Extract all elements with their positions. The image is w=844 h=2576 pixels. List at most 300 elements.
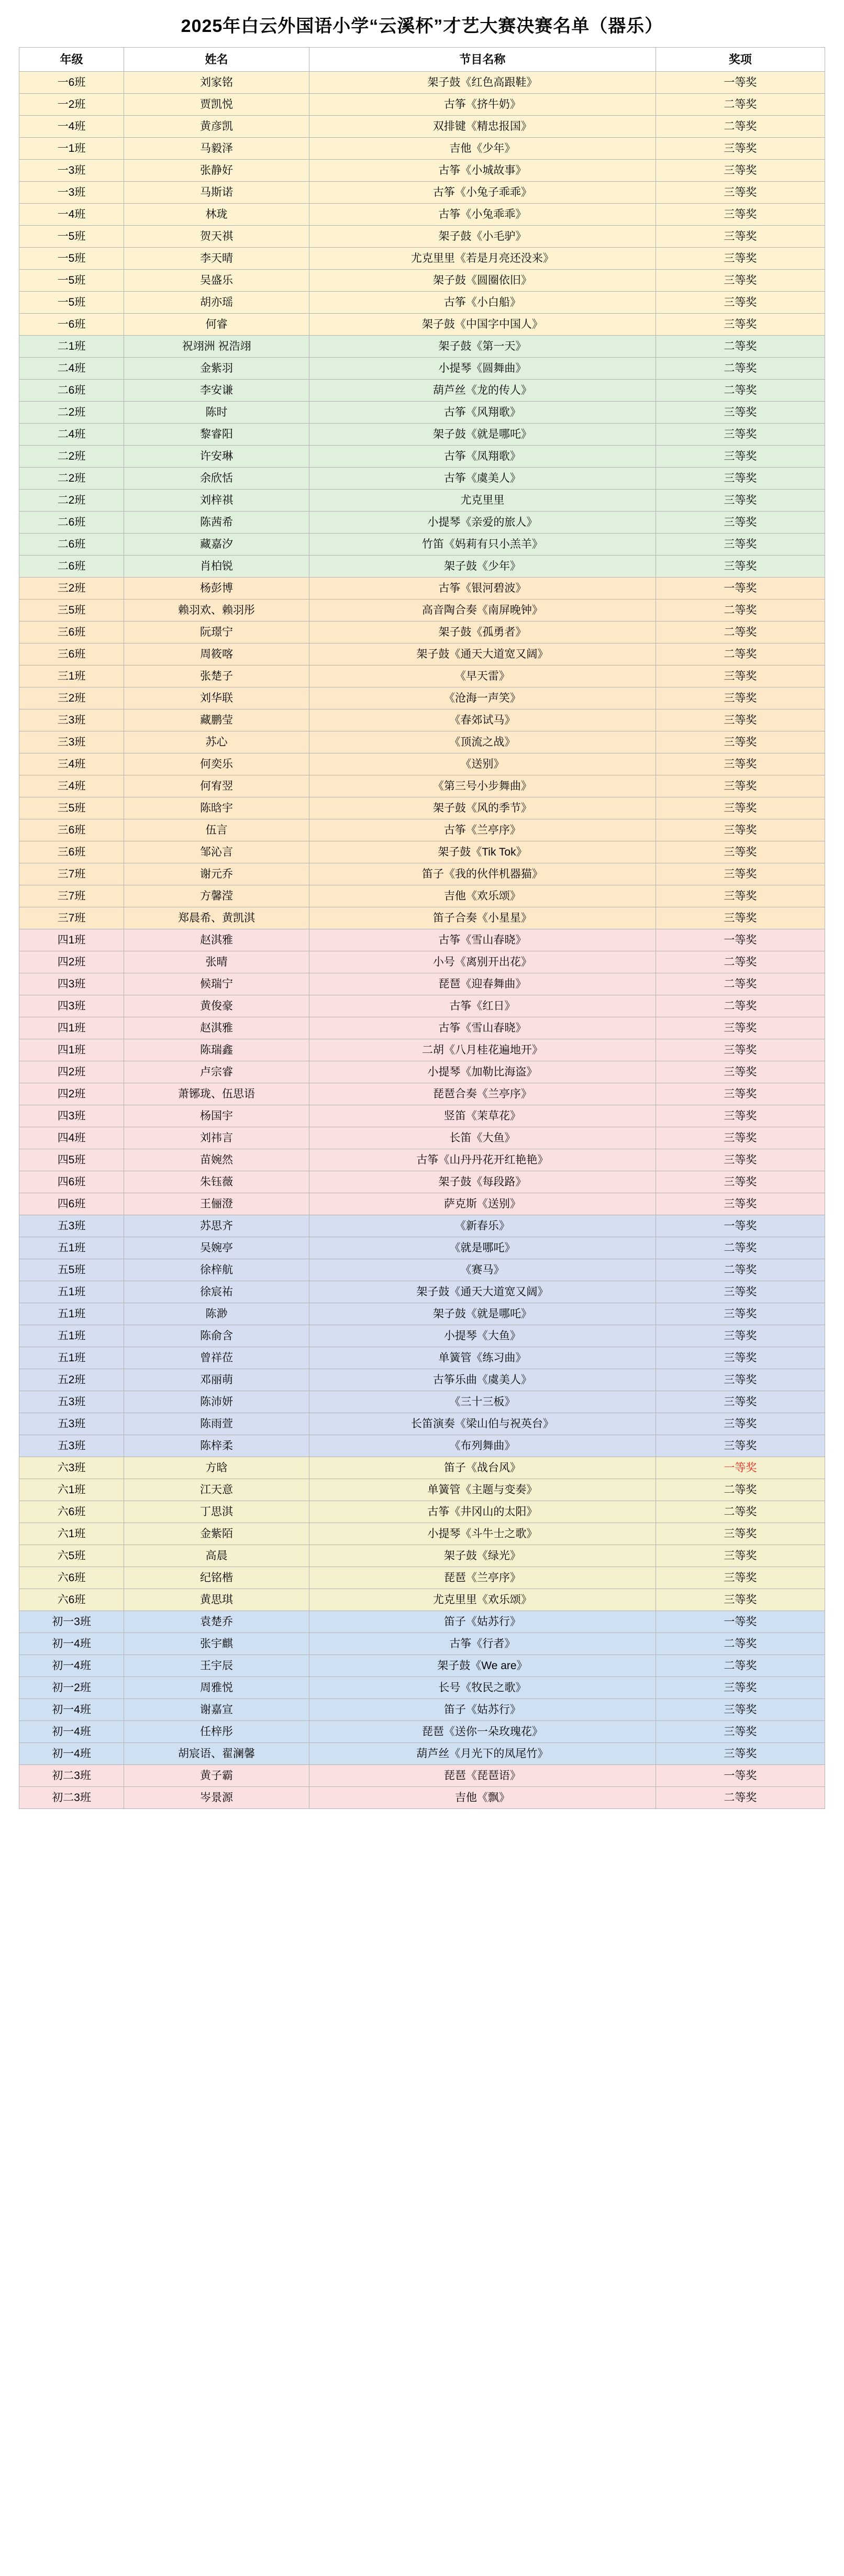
cell-name: 卢宗睿 xyxy=(124,1061,309,1083)
cell-grade: 四5班 xyxy=(19,1149,124,1171)
table-row xyxy=(19,1347,825,1369)
cell-grade: 初一4班 xyxy=(19,1721,124,1743)
cell-name: 赵淇雅 xyxy=(124,1017,309,1039)
table-row xyxy=(19,270,825,292)
cell-grade: 三6班 xyxy=(19,621,124,643)
cell-grade: 三6班 xyxy=(19,643,124,665)
cell-program: 古筝《兰亭序》 xyxy=(309,819,656,841)
cell-prize: 二等奖 xyxy=(656,973,825,995)
cell-name: 候瑞宁 xyxy=(124,973,309,995)
cell-name: 方晗 xyxy=(124,1457,309,1479)
cell-grade: 六6班 xyxy=(19,1567,124,1589)
table-row xyxy=(19,1743,825,1765)
cell-program: 架子鼓《通天大道宽又阔》 xyxy=(309,1281,656,1303)
cell-name: 赵淇雅 xyxy=(124,929,309,951)
cell-prize: 三等奖 xyxy=(656,446,825,468)
cell-prize: 三等奖 xyxy=(656,1413,825,1435)
cell-prize: 三等奖 xyxy=(656,1589,825,1611)
table-row xyxy=(19,885,825,907)
cell-program: 《三十三板》 xyxy=(309,1391,656,1413)
cell-name: 苏心 xyxy=(124,731,309,753)
cell-program: 长号《牧民之歌》 xyxy=(309,1677,656,1699)
cell-prize: 二等奖 xyxy=(656,380,825,402)
cell-prize: 一等奖 xyxy=(656,929,825,951)
cell-name: 陈俞含 xyxy=(124,1325,309,1347)
cell-name: 何宥翌 xyxy=(124,775,309,797)
cell-grade: 五1班 xyxy=(19,1237,124,1259)
table-row xyxy=(19,973,825,995)
table-row xyxy=(19,1457,825,1479)
cell-grade: 三3班 xyxy=(19,731,124,753)
table-row xyxy=(19,863,825,885)
table-row xyxy=(19,512,825,534)
table-row xyxy=(19,1655,825,1677)
table-row xyxy=(19,1127,825,1149)
cell-name: 杨彭博 xyxy=(124,578,309,599)
cell-name: 李天晴 xyxy=(124,248,309,270)
cell-prize: 一等奖 xyxy=(656,1215,825,1237)
table-row xyxy=(19,775,825,797)
cell-name: 朱钰薇 xyxy=(124,1171,309,1193)
cell-program: 架子鼓《就是哪吒》 xyxy=(309,424,656,446)
cell-program: 《春郊试马》 xyxy=(309,709,656,731)
table-row xyxy=(19,643,825,665)
table-row xyxy=(19,402,825,424)
cell-program: 架子鼓《每段路》 xyxy=(309,1171,656,1193)
column-header-program: 节目名称 xyxy=(309,48,656,72)
cell-name: 谢嘉宣 xyxy=(124,1699,309,1721)
cell-prize: 三等奖 xyxy=(656,160,825,182)
cell-grade: 一4班 xyxy=(19,204,124,226)
cell-prize: 三等奖 xyxy=(656,270,825,292)
table-row xyxy=(19,380,825,402)
cell-name: 周雅悦 xyxy=(124,1677,309,1699)
cell-grade: 一1班 xyxy=(19,138,124,160)
table-row xyxy=(19,358,825,380)
table-row xyxy=(19,1149,825,1171)
cell-grade: 四2班 xyxy=(19,1083,124,1105)
cell-grade: 五5班 xyxy=(19,1259,124,1281)
cell-name: 胡亦瑶 xyxy=(124,292,309,314)
cell-grade: 一4班 xyxy=(19,116,124,138)
cell-prize: 三等奖 xyxy=(656,1369,825,1391)
cell-prize: 三等奖 xyxy=(656,1083,825,1105)
cell-name: 吴婉亭 xyxy=(124,1237,309,1259)
table-row xyxy=(19,72,825,94)
table-row xyxy=(19,709,825,731)
cell-grade: 三6班 xyxy=(19,819,124,841)
cell-program: 《第三号小步舞曲》 xyxy=(309,775,656,797)
cell-prize: 三等奖 xyxy=(656,1347,825,1369)
cell-program: 小号《离别开出花》 xyxy=(309,951,656,973)
cell-program: 《赛马》 xyxy=(309,1259,656,1281)
table-row xyxy=(19,665,825,687)
cell-name: 陈雨萱 xyxy=(124,1413,309,1435)
table-row xyxy=(19,929,825,951)
cell-grade: 五1班 xyxy=(19,1325,124,1347)
cell-program: 古筝《小白船》 xyxy=(309,292,656,314)
cell-name: 郑晨希、黄凯淇 xyxy=(124,907,309,929)
cell-program: 萨克斯《送别》 xyxy=(309,1193,656,1215)
table-row xyxy=(19,314,825,336)
table-row xyxy=(19,1281,825,1303)
cell-name: 刘祎言 xyxy=(124,1127,309,1149)
cell-program: 架子鼓《小毛驴》 xyxy=(309,226,656,248)
cell-name: 刘梓祺 xyxy=(124,490,309,512)
cell-prize: 三等奖 xyxy=(656,1281,825,1303)
table-row xyxy=(19,1303,825,1325)
cell-program: 《布列舞曲》 xyxy=(309,1435,656,1457)
cell-name: 苗婉然 xyxy=(124,1149,309,1171)
cell-name: 陈沛妍 xyxy=(124,1391,309,1413)
cell-program: 单簧管《练习曲》 xyxy=(309,1347,656,1369)
cell-prize: 二等奖 xyxy=(656,1479,825,1501)
cell-program: 古筝《雪山春晓》 xyxy=(309,929,656,951)
cell-name: 伍言 xyxy=(124,819,309,841)
cell-name: 张晴 xyxy=(124,951,309,973)
cell-grade: 初一4班 xyxy=(19,1633,124,1655)
cell-prize: 三等奖 xyxy=(656,1325,825,1347)
cell-program: 琵琶《琵琶语》 xyxy=(309,1765,656,1787)
cell-program: 小提琴《圆舞曲》 xyxy=(309,358,656,380)
cell-program: 古筝乐曲《虞美人》 xyxy=(309,1369,656,1391)
cell-prize: 三等奖 xyxy=(656,226,825,248)
cell-name: 徐梓航 xyxy=(124,1259,309,1281)
table-row xyxy=(19,1765,825,1787)
cell-prize: 二等奖 xyxy=(656,599,825,621)
cell-name: 何睿 xyxy=(124,314,309,336)
cell-grade: 二2班 xyxy=(19,446,124,468)
cell-program: 吉他《欢乐颂》 xyxy=(309,885,656,907)
cell-prize: 二等奖 xyxy=(656,1259,825,1281)
table-row xyxy=(19,490,825,512)
cell-grade: 四3班 xyxy=(19,973,124,995)
cell-name: 曾祥莅 xyxy=(124,1347,309,1369)
cell-prize: 三等奖 xyxy=(656,512,825,534)
cell-prize: 三等奖 xyxy=(656,248,825,270)
cell-program: 葫芦丝《龙的传人》 xyxy=(309,380,656,402)
cell-grade: 二6班 xyxy=(19,512,124,534)
cell-program: 古筝《银河碧波》 xyxy=(309,578,656,599)
cell-prize: 三等奖 xyxy=(656,1017,825,1039)
table-body xyxy=(19,72,825,1809)
cell-name: 刘华联 xyxy=(124,687,309,709)
cell-program: 琵琶《送你一朵玫瑰花》 xyxy=(309,1721,656,1743)
table-row xyxy=(19,1721,825,1743)
table-row xyxy=(19,446,825,468)
cell-prize: 三等奖 xyxy=(656,687,825,709)
cell-name: 张宇麒 xyxy=(124,1633,309,1655)
cell-prize: 三等奖 xyxy=(656,1721,825,1743)
cell-prize: 三等奖 xyxy=(656,819,825,841)
cell-name: 高晨 xyxy=(124,1545,309,1567)
cell-name: 马毅泽 xyxy=(124,138,309,160)
cell-name: 任梓彤 xyxy=(124,1721,309,1743)
cell-program: 古筝《红日》 xyxy=(309,995,656,1017)
table-row xyxy=(19,248,825,270)
table-row xyxy=(19,907,825,929)
cell-prize: 一等奖 xyxy=(656,578,825,599)
cell-prize: 二等奖 xyxy=(656,1787,825,1809)
cell-prize: 三等奖 xyxy=(656,753,825,775)
cell-program: 笛子《我的伙伴机器猫》 xyxy=(309,863,656,885)
cell-prize: 三等奖 xyxy=(656,907,825,929)
table-row xyxy=(19,1237,825,1259)
cell-program: 架子鼓《就是哪吒》 xyxy=(309,1303,656,1325)
cell-prize: 三等奖 xyxy=(656,182,825,204)
cell-program: 架子鼓《Tik Tok》 xyxy=(309,841,656,863)
table-row xyxy=(19,1501,825,1523)
cell-name: 袁楚乔 xyxy=(124,1611,309,1633)
cell-program: 架子鼓《We are》 xyxy=(309,1655,656,1677)
cell-prize: 三等奖 xyxy=(656,292,825,314)
cell-program: 尤克里里《若是月亮还没来》 xyxy=(309,248,656,270)
table-row xyxy=(19,1633,825,1655)
cell-prize: 三等奖 xyxy=(656,1435,825,1457)
cell-grade: 初一4班 xyxy=(19,1655,124,1677)
cell-grade: 二2班 xyxy=(19,490,124,512)
cell-prize: 二等奖 xyxy=(656,1237,825,1259)
cell-prize: 三等奖 xyxy=(656,841,825,863)
cell-prize: 三等奖 xyxy=(656,1127,825,1149)
cell-name: 余欣恬 xyxy=(124,468,309,490)
table-row xyxy=(19,753,825,775)
cell-name: 赖羽欢、赖羽彤 xyxy=(124,599,309,621)
table-row xyxy=(19,292,825,314)
cell-name: 王俪澄 xyxy=(124,1193,309,1215)
cell-name: 陈瑞鑫 xyxy=(124,1039,309,1061)
cell-program: 尤克里里 xyxy=(309,490,656,512)
table-row xyxy=(19,226,825,248)
cell-grade: 二1班 xyxy=(19,336,124,358)
cell-program: 古筝《井冈山的太阳》 xyxy=(309,1501,656,1523)
cell-prize: 一等奖 xyxy=(656,1765,825,1787)
table-row xyxy=(19,1259,825,1281)
cell-grade: 四1班 xyxy=(19,1039,124,1061)
cell-program: 古筝《小兔子乖乖》 xyxy=(309,182,656,204)
cell-name: 贺天祺 xyxy=(124,226,309,248)
cell-prize: 三等奖 xyxy=(656,138,825,160)
cell-prize: 三等奖 xyxy=(656,1039,825,1061)
cell-name: 黎睿阳 xyxy=(124,424,309,446)
cell-program: 长笛《大鱼》 xyxy=(309,1127,656,1149)
cell-grade: 二2班 xyxy=(19,402,124,424)
cell-prize: 三等奖 xyxy=(656,1699,825,1721)
table-row xyxy=(19,1193,825,1215)
cell-program: 架子鼓《圆圈依旧》 xyxy=(309,270,656,292)
cell-program: 架子鼓《通天大道宽又阔》 xyxy=(309,643,656,665)
cell-name: 张楚子 xyxy=(124,665,309,687)
cell-prize: 三等奖 xyxy=(656,1193,825,1215)
cell-grade: 五3班 xyxy=(19,1215,124,1237)
cell-grade: 四4班 xyxy=(19,1127,124,1149)
cell-prize: 三等奖 xyxy=(656,556,825,578)
cell-program: 双排键《精忠报国》 xyxy=(309,116,656,138)
cell-name: 邓丽萌 xyxy=(124,1369,309,1391)
roster-table xyxy=(19,47,825,1809)
cell-grade: 初二3班 xyxy=(19,1787,124,1809)
cell-grade: 三7班 xyxy=(19,907,124,929)
cell-program: 架子鼓《第一天》 xyxy=(309,336,656,358)
cell-program: 吉他《飘》 xyxy=(309,1787,656,1809)
cell-name: 林珑 xyxy=(124,204,309,226)
table-row xyxy=(19,1391,825,1413)
cell-name: 陈茜希 xyxy=(124,512,309,534)
table-row xyxy=(19,1479,825,1501)
table-row xyxy=(19,1039,825,1061)
cell-name: 阮璟宁 xyxy=(124,621,309,643)
cell-name: 金紫羽 xyxy=(124,358,309,380)
cell-prize: 二等奖 xyxy=(656,336,825,358)
cell-name: 纪铭楷 xyxy=(124,1567,309,1589)
cell-grade: 二6班 xyxy=(19,380,124,402)
cell-name: 陈晗宇 xyxy=(124,797,309,819)
table-row xyxy=(19,424,825,446)
cell-grade: 一5班 xyxy=(19,226,124,248)
cell-grade: 三1班 xyxy=(19,665,124,687)
cell-program: 古筝《挤牛奶》 xyxy=(309,94,656,116)
cell-prize: 三等奖 xyxy=(656,1677,825,1699)
cell-prize: 三等奖 xyxy=(656,1523,825,1545)
table-row xyxy=(19,1787,825,1809)
cell-prize: 二等奖 xyxy=(656,995,825,1017)
table-row xyxy=(19,1105,825,1127)
cell-program: 笛子《姑苏行》 xyxy=(309,1699,656,1721)
cell-program: 笛子《姑苏行》 xyxy=(309,1611,656,1633)
cell-name: 萧铘珑、伍思语 xyxy=(124,1083,309,1105)
cell-name: 黄子霸 xyxy=(124,1765,309,1787)
cell-program: 单簧管《主题与变奏》 xyxy=(309,1479,656,1501)
cell-prize: 三等奖 xyxy=(656,1567,825,1589)
table-row xyxy=(19,731,825,753)
cell-program: 二胡《八月桂花遍地开》 xyxy=(309,1039,656,1061)
table-row xyxy=(19,841,825,863)
cell-program: 架子鼓《中国字中国人》 xyxy=(309,314,656,336)
cell-prize: 三等奖 xyxy=(656,863,825,885)
cell-program: 《送别》 xyxy=(309,753,656,775)
cell-program: 笛子合奏《小星星》 xyxy=(309,907,656,929)
cell-prize: 三等奖 xyxy=(656,797,825,819)
cell-name: 岑景源 xyxy=(124,1787,309,1809)
cell-prize: 三等奖 xyxy=(656,731,825,753)
cell-program: 架子鼓《少年》 xyxy=(309,556,656,578)
cell-prize: 三等奖 xyxy=(656,1545,825,1567)
cell-grade: 一2班 xyxy=(19,94,124,116)
cell-name: 贾凯悦 xyxy=(124,94,309,116)
cell-grade: 二4班 xyxy=(19,358,124,380)
cell-name: 许安琳 xyxy=(124,446,309,468)
cell-grade: 六5班 xyxy=(19,1545,124,1567)
table-row xyxy=(19,599,825,621)
cell-prize: 二等奖 xyxy=(656,621,825,643)
cell-prize: 三等奖 xyxy=(656,1149,825,1171)
cell-prize: 三等奖 xyxy=(656,314,825,336)
cell-prize: 三等奖 xyxy=(656,885,825,907)
table-row xyxy=(19,1215,825,1237)
cell-prize: 二等奖 xyxy=(656,643,825,665)
cell-grade: 三2班 xyxy=(19,578,124,599)
cell-program: 竹笛《妈莉有只小羔羊》 xyxy=(309,534,656,556)
cell-program: 长笛演奏《梁山伯与祝英台》 xyxy=(309,1413,656,1435)
header-row xyxy=(19,48,825,72)
cell-program: 古筝《小兔乖乖》 xyxy=(309,204,656,226)
cell-name: 黄彦凯 xyxy=(124,116,309,138)
cell-grade: 六1班 xyxy=(19,1523,124,1545)
cell-name: 黄思琪 xyxy=(124,1589,309,1611)
cell-prize: 三等奖 xyxy=(656,1061,825,1083)
table-row xyxy=(19,138,825,160)
cell-name: 马斯诺 xyxy=(124,182,309,204)
cell-grade: 三4班 xyxy=(19,753,124,775)
cell-name: 徐宸祐 xyxy=(124,1281,309,1303)
cell-name: 祝翊洲 祝浩翊 xyxy=(124,336,309,358)
cell-name: 陈渺 xyxy=(124,1303,309,1325)
table-row xyxy=(19,1017,825,1039)
cell-grade: 一6班 xyxy=(19,314,124,336)
table-row xyxy=(19,1369,825,1391)
table-row xyxy=(19,1677,825,1699)
cell-program: 架子鼓《红色高跟鞋》 xyxy=(309,72,656,94)
cell-prize: 一等奖 xyxy=(656,1611,825,1633)
cell-name: 王宇辰 xyxy=(124,1655,309,1677)
cell-prize: 三等奖 xyxy=(656,1303,825,1325)
cell-grade: 一3班 xyxy=(19,160,124,182)
table-row xyxy=(19,1567,825,1589)
cell-program: 《就是哪吒》 xyxy=(309,1237,656,1259)
table-header xyxy=(19,48,825,72)
cell-grade: 五3班 xyxy=(19,1435,124,1457)
cell-name: 周筱喀 xyxy=(124,643,309,665)
cell-grade: 二4班 xyxy=(19,424,124,446)
cell-program: 古筝《雪山春晓》 xyxy=(309,1017,656,1039)
cell-grade: 四6班 xyxy=(19,1171,124,1193)
table-row xyxy=(19,797,825,819)
cell-name: 何奕乐 xyxy=(124,753,309,775)
cell-name: 肖柏锐 xyxy=(124,556,309,578)
cell-grade: 五3班 xyxy=(19,1413,124,1435)
cell-prize: 三等奖 xyxy=(656,665,825,687)
cell-grade: 四3班 xyxy=(19,1105,124,1127)
cell-name: 丁思淇 xyxy=(124,1501,309,1523)
cell-prize: 三等奖 xyxy=(656,709,825,731)
cell-prize: 二等奖 xyxy=(656,358,825,380)
table-row xyxy=(19,995,825,1017)
cell-grade: 六3班 xyxy=(19,1457,124,1479)
cell-grade: 三7班 xyxy=(19,863,124,885)
cell-grade: 三4班 xyxy=(19,775,124,797)
cell-grade: 一5班 xyxy=(19,270,124,292)
cell-name: 藏鹏莹 xyxy=(124,709,309,731)
column-header-prize: 奖项 xyxy=(656,48,825,72)
cell-grade: 四2班 xyxy=(19,1061,124,1083)
table-row xyxy=(19,468,825,490)
cell-program: 古筝《行者》 xyxy=(309,1633,656,1655)
cell-grade: 三5班 xyxy=(19,797,124,819)
cell-grade: 四3班 xyxy=(19,995,124,1017)
cell-prize: 三等奖 xyxy=(656,490,825,512)
cell-grade: 六1班 xyxy=(19,1479,124,1501)
cell-program: 琵琶《兰亭序》 xyxy=(309,1567,656,1589)
cell-grade: 五1班 xyxy=(19,1281,124,1303)
cell-grade: 三3班 xyxy=(19,709,124,731)
cell-grade: 二6班 xyxy=(19,556,124,578)
cell-grade: 五2班 xyxy=(19,1369,124,1391)
cell-grade: 二2班 xyxy=(19,468,124,490)
cell-grade: 四1班 xyxy=(19,1017,124,1039)
table-row xyxy=(19,204,825,226)
table-row xyxy=(19,819,825,841)
cell-program: 古筝《凤翔歌》 xyxy=(309,446,656,468)
